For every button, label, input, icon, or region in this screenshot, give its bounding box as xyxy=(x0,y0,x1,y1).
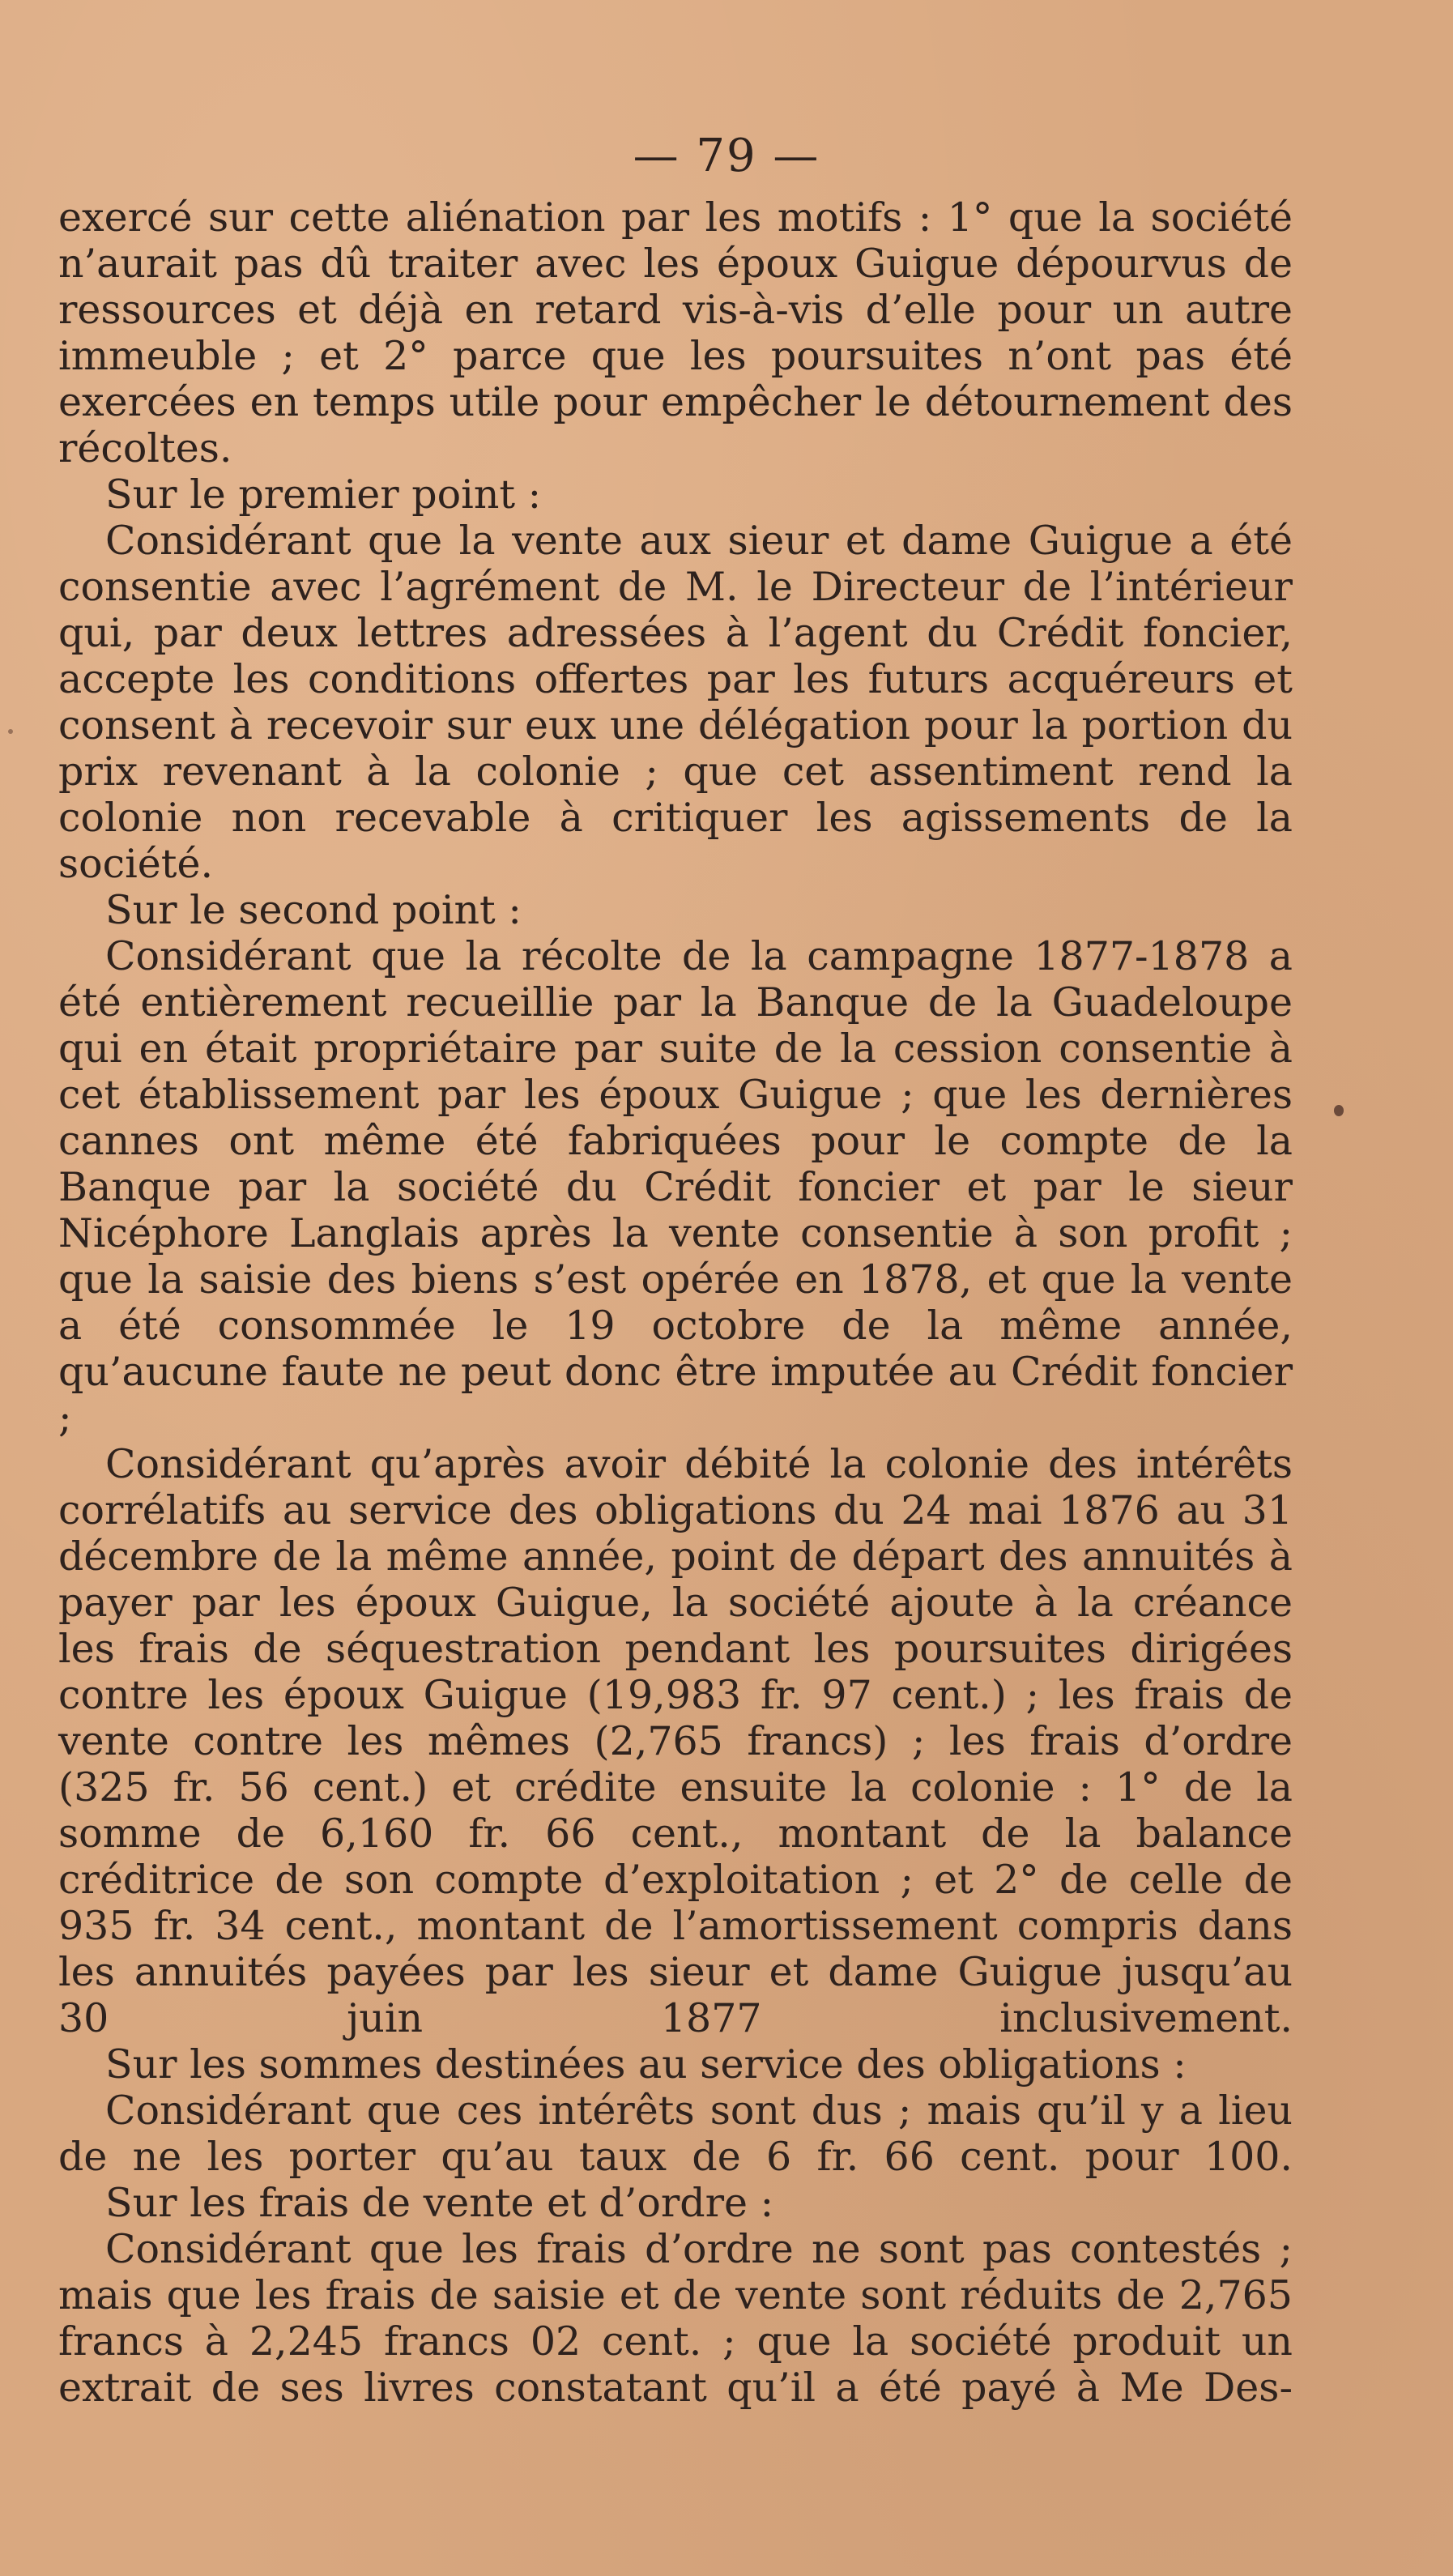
subheading-premier-point: Sur le premier point : xyxy=(105,471,542,518)
paragraph-agrement: Considérant que la vente aux sieur et dame Guigue a été consentie avec l’agrément de M. le Directeur de l’intérieur qui, par deux lettres adressées à l’agent du Crédit foncier, accepte les conditions offertes par les futurs acquéreurs et consent à recevoir sur eux une délégation pour la portion du prix revenant à la colonie ; que cet assentiment rend la colonie non recevable à critiquer les agissements de la société. xyxy=(58,518,1293,887)
page-number: — 79 — xyxy=(633,130,820,182)
ink-spot xyxy=(8,729,13,734)
subheading-frais: Sur les frais de vente et d’ordre : xyxy=(105,2180,774,2226)
paragraph-frais-ordre: Considérant que les frais d’ordre ne sont pas contestés ; mais que les frais de saisie et de vente sont réduits de 2,765 francs à 2,245 francs 02 cent. ; que la société produit un extrait de ses livres constatant qu’il a été payé à Me Des- xyxy=(58,2226,1293,2411)
paragraph-recolte: Considérant que la récolte de la campagne 1877-1878 a été entièrement recueillie par la Banque de la Guadeloupe qui en était propriétaire par suite de la cession consentie à cet établissement par les époux Guigue ; que les dernières cannes ont même été fabriquées pour le compte de la Banque par la société du Crédit foncier et par le sieur Nicéphore Langlais après la vente consentie à son profit ; que la saisie des biens s’est opérée en 1878, et que la vente a été consommée le 19 octobre de la même année, qu’aucune faute ne peut donc être imputée au Crédit foncier ; xyxy=(58,933,1293,1441)
ink-spot xyxy=(1334,1105,1344,1116)
subheading-second-point: Sur le second point : xyxy=(105,887,522,933)
body-text xyxy=(58,194,1293,2411)
subheading-sommes: Sur les sommes destinées au service des obligations : xyxy=(105,2041,1187,2088)
paragraph-interets: Considérant qu’après avoir débité la colonie des intérêts corrélatifs au service des obligations du 24 mai 1876 au 31 décembre de la même année, point de départ des annuités à payer par les époux Guigue, la société ajoute à la créance les frais de séquestration pendant les poursuites dirigées contre les époux Guigue (19,983 fr. 97 cent.) ; les frais de vente contre les mêmes (2,765 francs) ; les frais d’ordre (325 fr. 56 cent.) et crédite ensuite la colonie : 1° de la somme de 6,160 fr. 66 cent., montant de la balance créditrice de son compte d’exploitation ; et 2° de celle de 935 fr. 34 cent., montant de l’amortissement compris dans les annuités payées par les sieur et dame Guigue jusqu’au 30 juin 1877 inclusivement. xyxy=(58,1441,1293,2041)
paragraph-continuation: exercé sur cette aliénation par les motifs : 1° que la société n’aurait pas dû traiter avec les époux Guigue dépourvus de ressources et déjà en retard vis-à-vis d’elle pour un autre immeuble ; et 2° parce que les poursuites n’ont pas été exercées en temps utile pour empêcher le détournement des récoltes. xyxy=(58,194,1293,471)
paragraph-taux: Considérant que ces intérêts sont dus ; mais qu’il y a lieu de ne les porter qu’au taux de 6 fr. 66 cent. pour 100. xyxy=(58,2088,1293,2180)
